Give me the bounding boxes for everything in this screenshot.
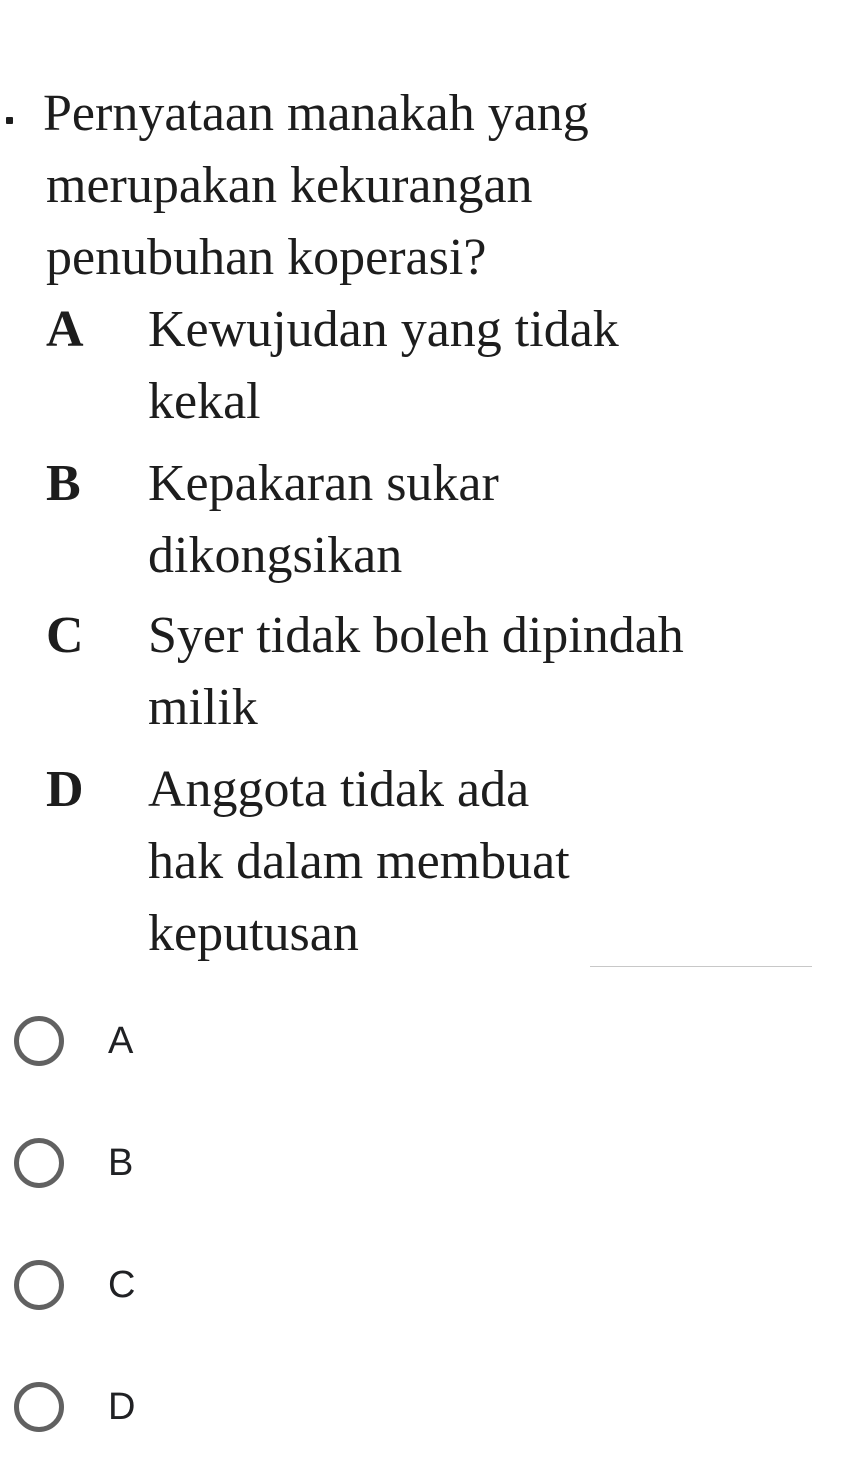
- option-line: milik: [148, 679, 258, 736]
- option-line: dikongsikan: [148, 527, 403, 584]
- option-text: [148, 448, 499, 592]
- option-text: [148, 600, 684, 744]
- radio-button-icon[interactable]: [14, 1016, 64, 1066]
- bullet-dot: [6, 117, 13, 124]
- radio-button-icon[interactable]: [14, 1138, 64, 1188]
- divider: [590, 966, 812, 967]
- option-line: Kepakaran sukar: [148, 455, 499, 512]
- option-letter: C: [46, 607, 84, 664]
- choice-label: D: [108, 1386, 136, 1428]
- question-line: [0, 78, 589, 150]
- option-line: keputusan: [148, 905, 359, 962]
- option-letter: B: [46, 455, 81, 512]
- option-line: Anggota tidak ada: [148, 761, 530, 818]
- radio-button-icon[interactable]: [14, 1382, 64, 1432]
- option-line: kekal: [148, 373, 261, 430]
- question-line: penubuhan koperasi?: [46, 229, 487, 286]
- choice-label: B: [108, 1142, 134, 1184]
- question-line-text: Pernyataan manakah yang: [43, 85, 589, 142]
- choice-c[interactable]: [0, 1234, 852, 1344]
- choice-a[interactable]: [0, 990, 852, 1100]
- option-letter: A: [46, 301, 84, 358]
- choice-b[interactable]: [0, 1112, 852, 1222]
- choice-d[interactable]: [0, 1356, 852, 1466]
- radio-button-icon[interactable]: [14, 1260, 64, 1310]
- choice-label: C: [108, 1264, 136, 1306]
- option-letter: D: [46, 761, 84, 818]
- option-line: Syer tidak boleh dipindah: [148, 607, 684, 664]
- question-line: merupakan kekurangan: [46, 157, 533, 214]
- option-line: hak dalam membuat: [148, 833, 570, 890]
- question-text: [0, 78, 589, 294]
- option-text: [148, 294, 619, 438]
- option-text: [148, 754, 570, 970]
- choice-label: A: [108, 1020, 134, 1062]
- option-line: Kewujudan yang tidak: [148, 301, 619, 358]
